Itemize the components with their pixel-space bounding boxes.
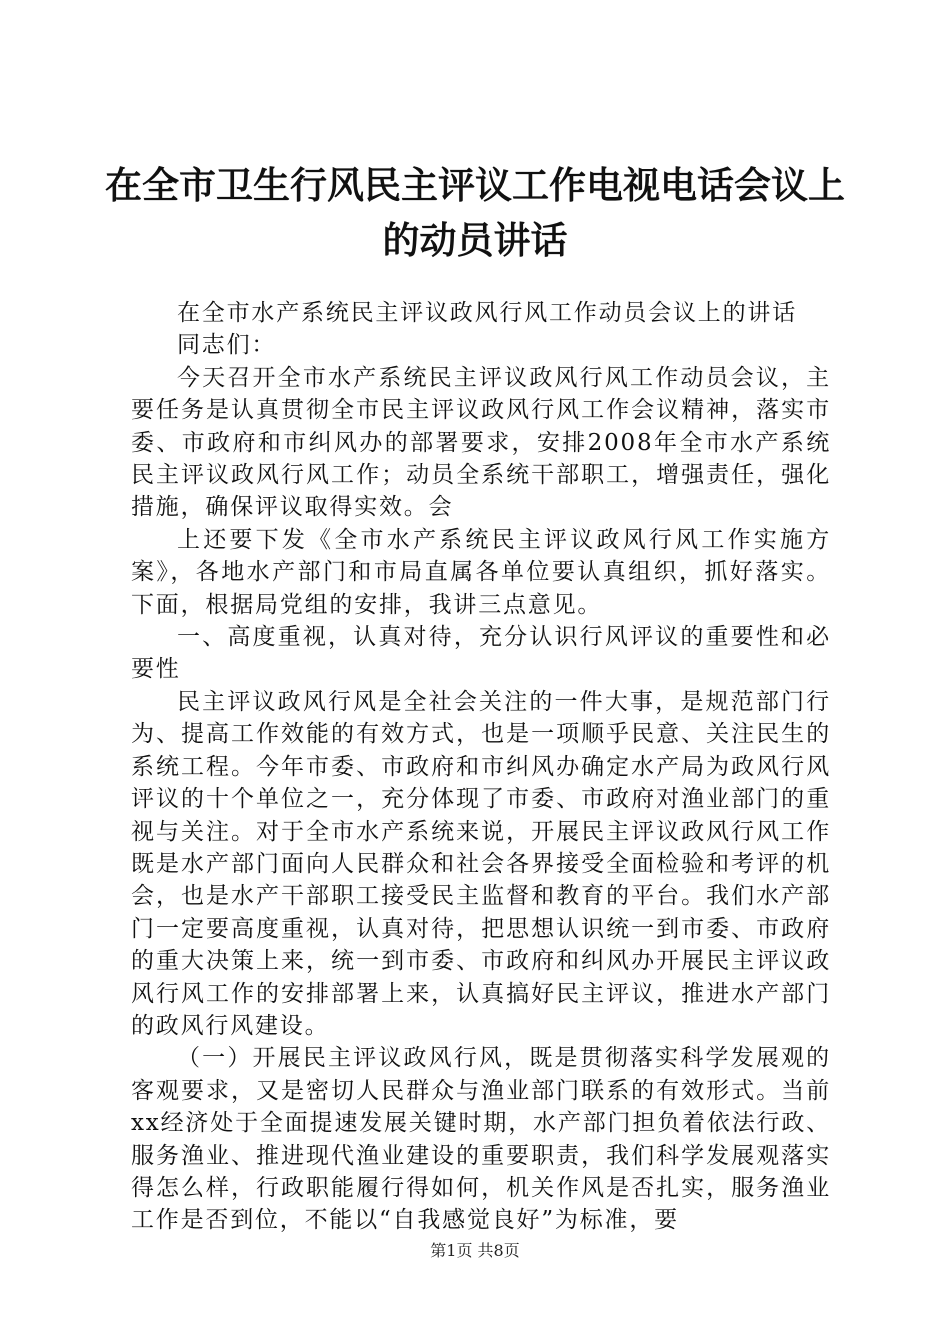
document-body <box>131 297 831 1237</box>
section-heading-1: 一、高度重视，认真对待，充分认识行风评议的重要性和必要性 <box>131 624 831 683</box>
page-footer: 第1页 共8页 <box>430 1241 520 1260</box>
document-title-line-2: 的动员讲话 <box>382 219 568 262</box>
document-title-line-1: 在全市卫生行风民主评议工作电视电话会议上 <box>105 164 845 207</box>
paragraph-section-1: 民主评议政风行风是全社会关注的一件大事，是规范部门行为、提高工作效能的有效方式，也是一项顺乎民意、关注民生的系统工程。今年市委、市政府和市纠风办确定水产局为政风行风评议的十个单位之一，充分体现了市委、市政府对渔业部门的重视与关注。对于全市水产系统来说，开展民主评议政风行风工作既是水产部门面向人民群众和社会各界接受全面检验和考评的机会，也是水产干部职工接受民主监督和教育的平台。我们水产部门一定要高度重视，认真对待，把思想认识统一到市委、市政府的重大决策上来，统一到市委、市政府和纠风办开展民主评议政风行风工作的安排部署上来，认真搞好民主评议，推进水产部门的政风行风建设。 <box>131 688 831 1039</box>
salutation: 同志们： <box>177 332 277 359</box>
paragraph-intro: 今天召开全市水产系统民主评议政风行风工作动员会议，主要任务是认真贯彻全市民主评议政风行风工作会议精神，落实市委、市政府和市纠风办的部署要求，安排2008年全市水产系统民主评议政风行风工作；动员全系统干部职工，增强责任，强化措施，确保评议取得实效。会 <box>131 364 831 521</box>
speech-heading: 在全市水产系统民主评议政风行风工作动员会议上的讲话 <box>177 300 797 326</box>
paragraph-intro-continued: 上还要下发《全市水产系统民主评议政风行风工作实施方案》，各地水产部门和市局直属各单位要认真组织，抓好落实。下面，根据局党组的安排，我讲三点意见。 <box>131 526 831 618</box>
paragraph-subsection-1: （一）开展民主评议政风行风，既是贯彻落实科学发展观的客观要求，又是密切人民群众与渔业部门联系的有效形式。当前xx经济处于全面提速发展关键时期，水产部门担负着依法行政、服务渔业、推进现代渔业建设的重要职责，我们科学发展观落实得怎么样，行政职能履行得如何，机关作风是否扎实，服务渔业工作是否到位，不能以“自我感觉良好”为标准，要 <box>131 1045 831 1234</box>
